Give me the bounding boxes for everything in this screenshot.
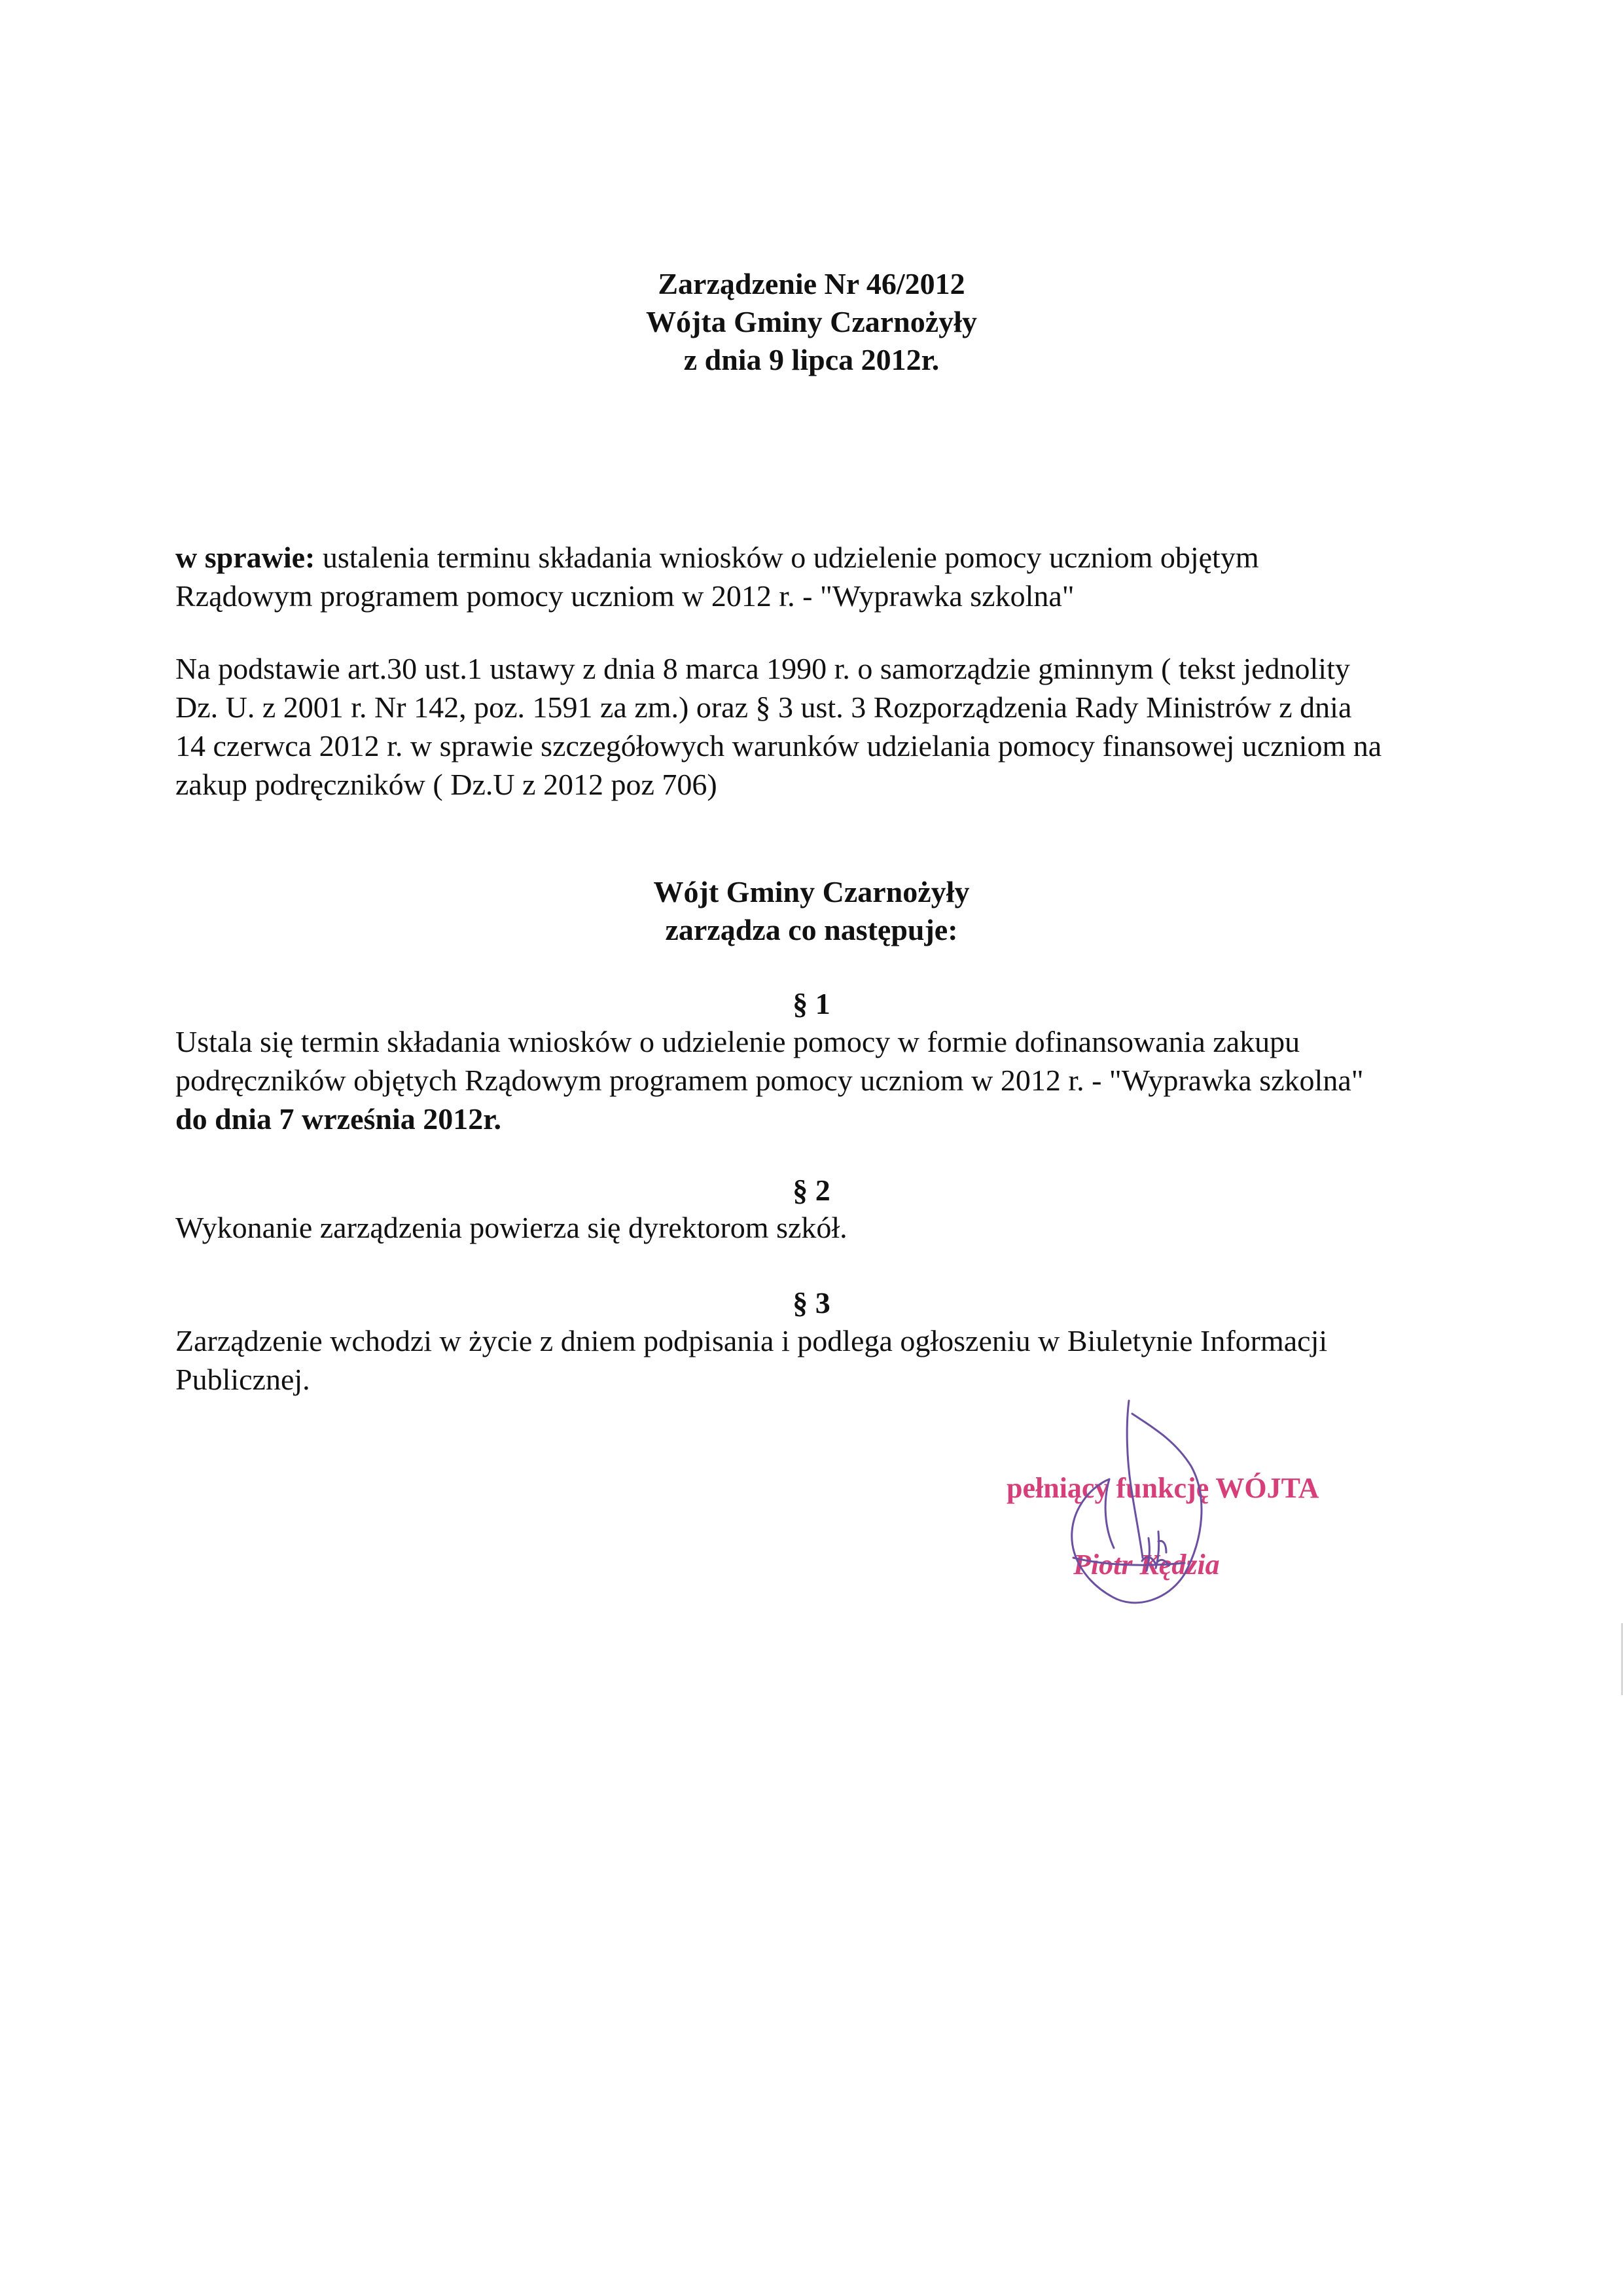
official-stamp <box>995 1388 1335 1623</box>
section-1-mark: § 1 <box>793 987 830 1020</box>
section-3-mark: § 3 <box>793 1286 830 1319</box>
stamp-name: Piotr Kędzia <box>1073 1549 1220 1581</box>
section-2-text <box>175 1208 1484 1247</box>
decree-heading <box>0 873 1623 949</box>
title-line-3: z dnia 9 lipca 2012r. <box>683 343 940 376</box>
section-1-line: podręczników objętych Rządowym programem pomocy uczniom w 2012 r. - "Wyprawka szkolna" <box>175 1064 1364 1097</box>
legal-basis-line: Dz. U. z 2001 r. Nr 142, poz. 1591 za zm.) oraz § 3 ust. 3 Rozporządzenia Rady Ministrów z dnia <box>175 691 1352 724</box>
section-3-line: Publicznej. <box>175 1363 310 1396</box>
subject-paragraph <box>175 538 1484 615</box>
legal-basis-line: zakup podręczników ( Dz.U z 2012 poz 706) <box>175 768 717 801</box>
section-1-line: Ustala się termin składania wniosków o udzielenie pomocy w formie dofinansowania zakupu <box>175 1025 1300 1058</box>
section-1-text <box>175 1022 1484 1138</box>
title-line-2: Wójta Gminy Czarnożyły <box>646 305 977 338</box>
handwritten-signature <box>995 1388 1335 1623</box>
stamp-title: pełniący funkcję WÓJTA <box>1007 1472 1319 1504</box>
legal-basis-line: 14 czerwca 2012 r. w sprawie szczegółowych warunków udzielania pomocy finansowej uczniom na <box>175 729 1382 762</box>
decree-heading-line-1: Wójt Gminy Czarnożyły <box>653 875 970 908</box>
section-2-mark: § 2 <box>793 1174 830 1207</box>
subject-text-2: Rządowym programem pomocy uczniom w 2012 r. - "Wyprawka szkolna" <box>175 579 1075 613</box>
section-1-deadline: do dnia 7 września 2012r. <box>175 1102 501 1136</box>
section-3-line: Zarządzenie wchodzi w życie z dniem podpisania i podlega ogłoszeniu w Biuletynie Informacji <box>175 1324 1328 1357</box>
legal-basis-line: Na podstawie art.30 ust.1 ustawy z dnia 8 marca 1990 r. o samorządzie gminnym ( tekst jednolity <box>175 652 1350 685</box>
section-2-line: Wykonanie zarządzenia powierza się dyrektorom szkół. <box>175 1211 847 1244</box>
subject-text-1: ustalenia terminu składania wniosków o udzielenie pomocy uczniom objętym <box>315 541 1259 574</box>
legal-basis-paragraph <box>175 649 1484 804</box>
title-line-1: Zarządzenie Nr 46/2012 <box>658 267 965 300</box>
decree-heading-line-2: zarządza co następuje: <box>665 913 958 946</box>
document-title <box>0 265 1623 379</box>
subject-label: w sprawie: <box>175 541 315 574</box>
